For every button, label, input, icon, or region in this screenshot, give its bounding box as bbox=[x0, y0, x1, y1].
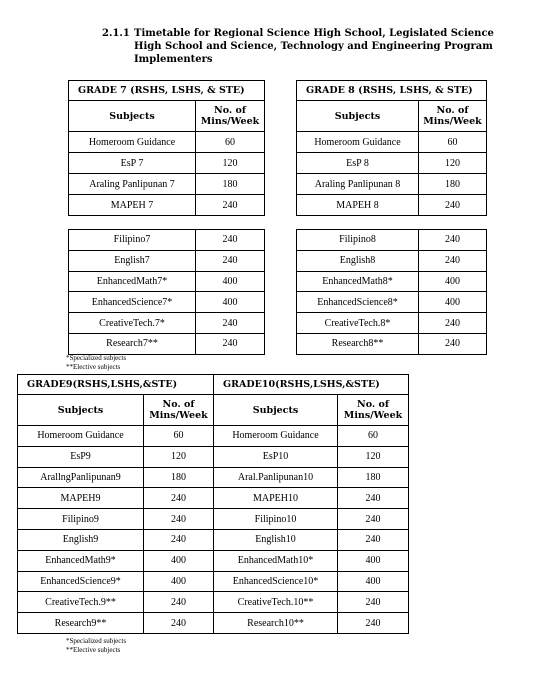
grade10-table bbox=[213, 374, 409, 634]
mins-cell: 400 bbox=[196, 292, 265, 313]
subject-cell: Filipino9 bbox=[18, 509, 144, 530]
grade7-heading: GRADE 7 (RSHS, LSHS, & STE) bbox=[69, 81, 265, 101]
mins-cell: 400 bbox=[419, 271, 487, 292]
col-subjects: Subjects bbox=[297, 101, 419, 132]
subject-cell: Filipino8 bbox=[297, 230, 419, 251]
table-row bbox=[214, 571, 409, 592]
subject-cell: Homeroom Guidance bbox=[69, 132, 196, 153]
subject-cell: MAPEH 7 bbox=[69, 195, 196, 216]
col-subjects: Subjects bbox=[69, 101, 196, 132]
table-row bbox=[297, 174, 487, 195]
table-row bbox=[214, 509, 409, 530]
grade8-core-body bbox=[297, 132, 487, 216]
mins-cell: 180 bbox=[196, 174, 265, 195]
table-row bbox=[297, 230, 487, 251]
grade7-core-body bbox=[69, 132, 265, 216]
mins-cell: 400 bbox=[144, 550, 214, 571]
table-row bbox=[69, 292, 265, 313]
subject-cell: Research10** bbox=[214, 613, 338, 634]
mins-cell: 60 bbox=[144, 426, 214, 447]
subject-cell: Research9** bbox=[18, 613, 144, 634]
subject-cell: EnhancedMath9* bbox=[18, 550, 144, 571]
table-row bbox=[297, 333, 487, 354]
mins-cell: 180 bbox=[419, 174, 487, 195]
footnote-elective: **Elective subjects bbox=[66, 363, 121, 371]
mins-cell: 240 bbox=[419, 230, 487, 251]
mins-cell: 400 bbox=[196, 271, 265, 292]
mins-cell: 120 bbox=[144, 446, 214, 467]
table-row bbox=[297, 313, 487, 334]
mins-cell: 60 bbox=[338, 426, 409, 447]
mins-cell: 400 bbox=[338, 571, 409, 592]
mins-cell: 400 bbox=[419, 292, 487, 313]
table-row bbox=[18, 613, 214, 634]
mins-cell: 240 bbox=[419, 333, 487, 354]
mins-cell: 180 bbox=[338, 467, 409, 488]
subject-cell: CreativeTech.7* bbox=[69, 313, 196, 334]
table-row bbox=[69, 250, 265, 271]
col-subjects: Subjects bbox=[18, 395, 144, 426]
table-row bbox=[18, 592, 214, 613]
mins-cell: 240 bbox=[338, 529, 409, 550]
table-row bbox=[69, 313, 265, 334]
subject-cell: Aral.Panlipunan10 bbox=[214, 467, 338, 488]
mins-cell: 120 bbox=[419, 153, 487, 174]
subject-cell: MAPEH10 bbox=[214, 488, 338, 509]
mins-cell: 240 bbox=[419, 250, 487, 271]
subject-cell: MAPEH 8 bbox=[297, 195, 419, 216]
mins-cell: 240 bbox=[144, 509, 214, 530]
col-mins: No. of Mins/Week bbox=[144, 395, 214, 426]
footnote-elective: **Elective subjects bbox=[66, 646, 121, 654]
mins-cell: 60 bbox=[419, 132, 487, 153]
table-row bbox=[18, 509, 214, 530]
table-row bbox=[69, 230, 265, 251]
subject-cell: English9 bbox=[18, 529, 144, 550]
mins-cell: 240 bbox=[419, 313, 487, 334]
grade8-heading: GRADE 8 (RSHS, LSHS, & STE) bbox=[297, 81, 487, 101]
table-row bbox=[69, 333, 265, 354]
table-row bbox=[214, 529, 409, 550]
table-row bbox=[214, 467, 409, 488]
table-row bbox=[69, 153, 265, 174]
col-subjects: Subjects bbox=[214, 395, 338, 426]
mins-cell: 60 bbox=[196, 132, 265, 153]
grade9-heading: GRADE9(RSHS,LSHS,&STE) bbox=[18, 375, 214, 395]
subject-cell: CreativeTech.8* bbox=[297, 313, 419, 334]
mins-cell: 240 bbox=[196, 313, 265, 334]
footnote-specialized: *Specialized subjects bbox=[66, 354, 127, 362]
subject-cell: ArallngPanlipunan9 bbox=[18, 467, 144, 488]
subject-cell: EsP 7 bbox=[69, 153, 196, 174]
table-row bbox=[297, 292, 487, 313]
subject-cell: EnhancedScience7* bbox=[69, 292, 196, 313]
subject-cell: EsP9 bbox=[18, 446, 144, 467]
subject-cell: Araling Panlipunan 8 bbox=[297, 174, 419, 195]
table-row bbox=[214, 592, 409, 613]
table-row bbox=[18, 446, 214, 467]
mins-cell: 240 bbox=[196, 250, 265, 271]
table-row bbox=[297, 250, 487, 271]
grade7-more-table bbox=[68, 229, 265, 355]
section-title-text: Timetable for Regional Science High School, Legislated Science High School and Science, Technology and Engineering Program Implementers bbox=[134, 28, 494, 65]
table-row bbox=[214, 446, 409, 467]
subject-cell: Research7** bbox=[69, 333, 196, 354]
subject-cell: EnhancedMath10* bbox=[214, 550, 338, 571]
mins-cell: 240 bbox=[144, 529, 214, 550]
section-number: 2.1.1 bbox=[102, 28, 130, 39]
subject-cell: EnhancedMath7* bbox=[69, 271, 196, 292]
mins-cell: 180 bbox=[144, 467, 214, 488]
grade8-more-table bbox=[296, 229, 487, 355]
footnote-specialized: *Specialized subjects bbox=[66, 637, 127, 645]
table-row bbox=[214, 488, 409, 509]
subject-cell: Araling Panlipunan 7 bbox=[69, 174, 196, 195]
subject-cell: CreativeTech.10** bbox=[214, 592, 338, 613]
table-row bbox=[18, 426, 214, 447]
subject-cell: Filipino10 bbox=[214, 509, 338, 530]
grade10-body bbox=[214, 426, 409, 634]
mins-cell: 240 bbox=[144, 488, 214, 509]
subject-cell: EsP 8 bbox=[297, 153, 419, 174]
subject-cell: MAPEH9 bbox=[18, 488, 144, 509]
grade7-core-table bbox=[68, 80, 265, 216]
mins-cell: 240 bbox=[338, 488, 409, 509]
subject-cell: EnhancedScience10* bbox=[214, 571, 338, 592]
table-row bbox=[297, 195, 487, 216]
col-mins: No. of Mins/Week bbox=[338, 395, 409, 426]
table-row bbox=[69, 195, 265, 216]
table-row bbox=[214, 550, 409, 571]
grade8-more-body bbox=[297, 230, 487, 355]
table-row bbox=[214, 613, 409, 634]
table-row bbox=[18, 467, 214, 488]
subject-cell: English7 bbox=[69, 250, 196, 271]
subject-cell: EnhancedScience9* bbox=[18, 571, 144, 592]
mins-cell: 240 bbox=[338, 592, 409, 613]
mins-cell: 120 bbox=[338, 446, 409, 467]
table-row bbox=[18, 488, 214, 509]
mins-cell: 240 bbox=[144, 613, 214, 634]
mins-cell: 240 bbox=[338, 509, 409, 530]
mins-cell: 400 bbox=[338, 550, 409, 571]
col-mins: No. of Mins/Week bbox=[419, 101, 487, 132]
mins-cell: 120 bbox=[196, 153, 265, 174]
grade9-body bbox=[18, 426, 214, 634]
table-row bbox=[18, 550, 214, 571]
table-row bbox=[69, 174, 265, 195]
table-row bbox=[18, 571, 214, 592]
subject-cell: EsP10 bbox=[214, 446, 338, 467]
subject-cell: Research8** bbox=[297, 333, 419, 354]
subject-cell: Homeroom Guidance bbox=[214, 426, 338, 447]
mins-cell: 240 bbox=[144, 592, 214, 613]
subject-cell: Filipino7 bbox=[69, 230, 196, 251]
subject-cell: CreativeTech.9** bbox=[18, 592, 144, 613]
grade8-core-table bbox=[296, 80, 487, 216]
subject-cell: EnhancedScience8* bbox=[297, 292, 419, 313]
subject-cell: Homeroom Guidance bbox=[18, 426, 144, 447]
mins-cell: 240 bbox=[419, 195, 487, 216]
subject-cell: Homeroom Guidance bbox=[297, 132, 419, 153]
mins-cell: 240 bbox=[196, 333, 265, 354]
grade9-table bbox=[17, 374, 214, 634]
table-row bbox=[214, 426, 409, 447]
grade10-heading: GRADE10(RSHS,LSHS,&STE) bbox=[214, 375, 409, 395]
table-row bbox=[18, 529, 214, 550]
subject-cell: English10 bbox=[214, 529, 338, 550]
subject-cell: EnhancedMath8* bbox=[297, 271, 419, 292]
table-row bbox=[297, 132, 487, 153]
col-mins: No. of Mins/Week bbox=[196, 101, 265, 132]
mins-cell: 240 bbox=[196, 195, 265, 216]
subject-cell: English8 bbox=[297, 250, 419, 271]
mins-cell: 400 bbox=[144, 571, 214, 592]
table-row bbox=[297, 271, 487, 292]
mins-cell: 240 bbox=[338, 613, 409, 634]
mins-cell: 240 bbox=[196, 230, 265, 251]
table-row bbox=[297, 153, 487, 174]
table-row bbox=[69, 132, 265, 153]
grade7-more-body bbox=[69, 230, 265, 355]
table-row bbox=[69, 271, 265, 292]
